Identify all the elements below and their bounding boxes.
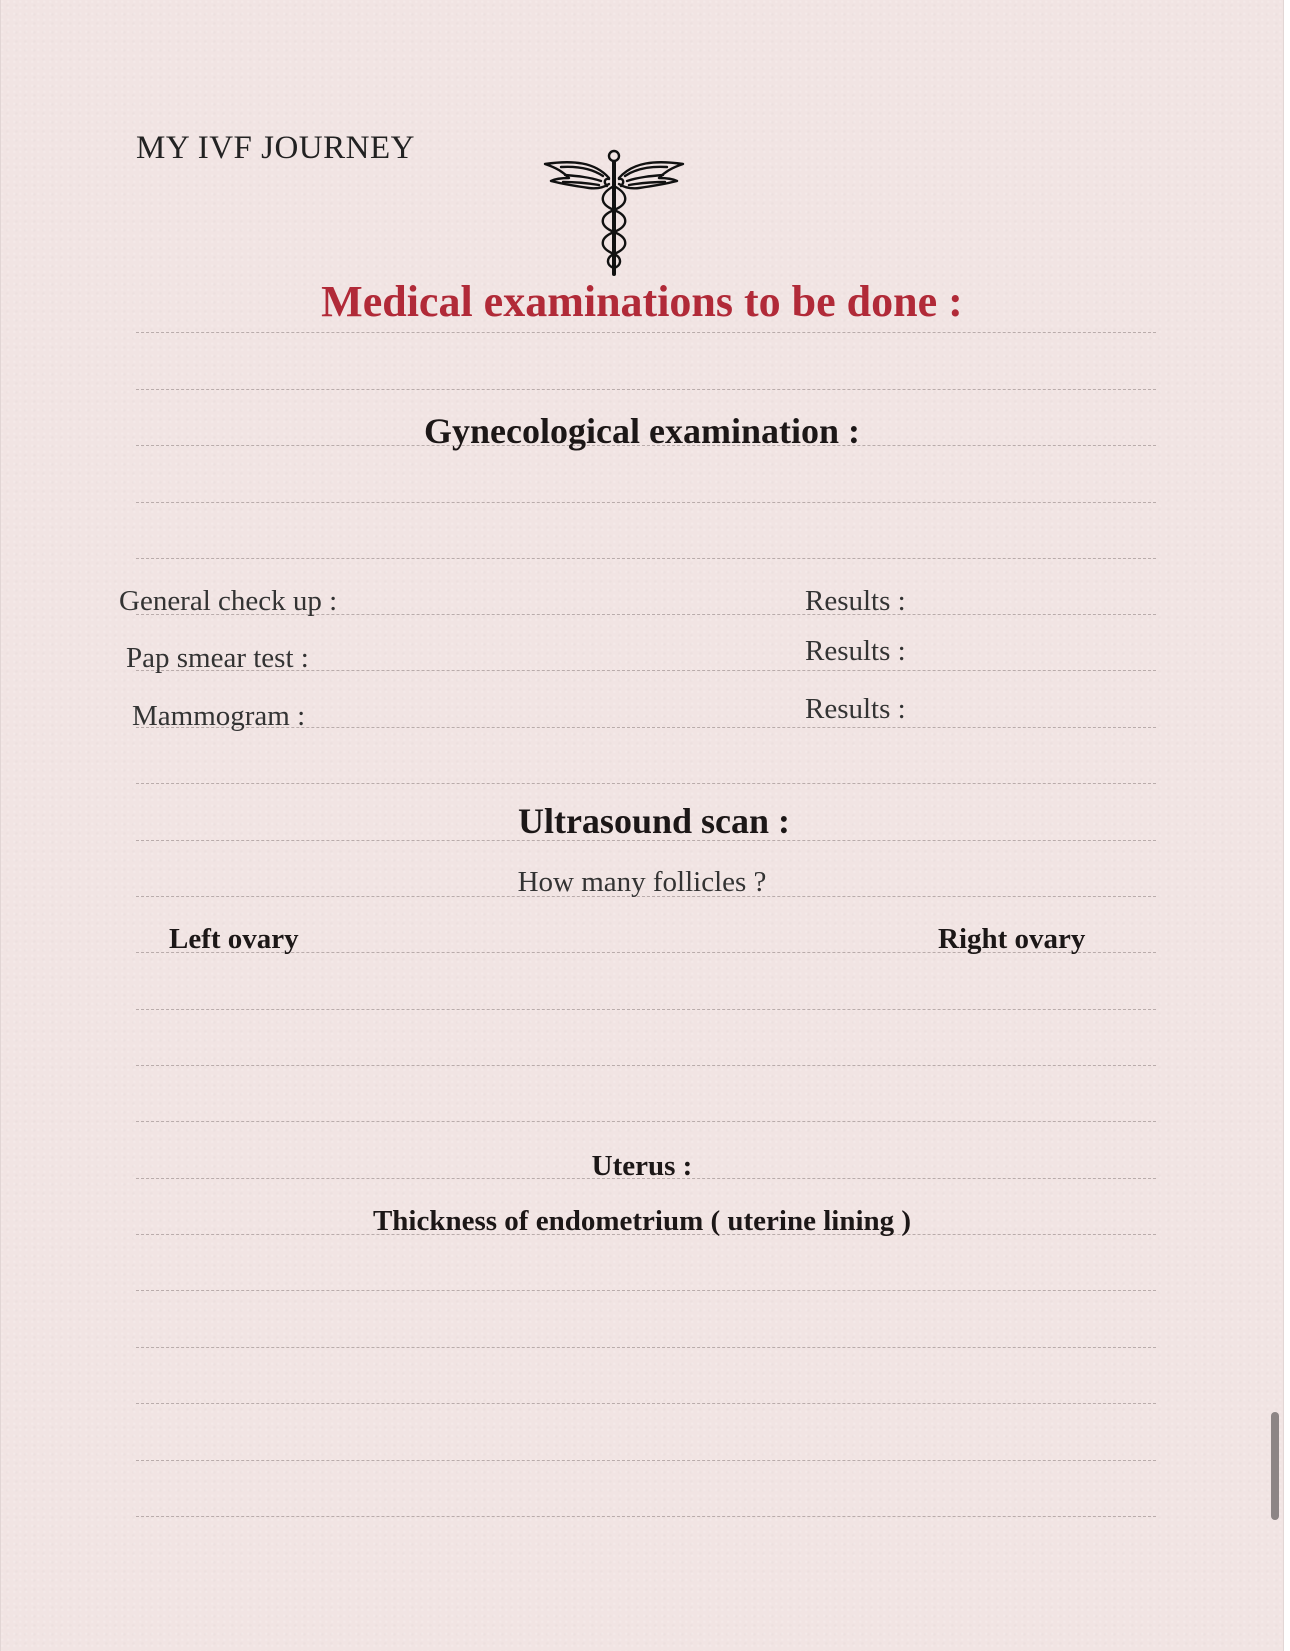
ultrasound-heading: Ultrasound scan : xyxy=(517,801,791,841)
writing-line xyxy=(136,332,1156,333)
gynecological-heading: Gynecological examination : xyxy=(424,411,860,451)
pap-smear-label: Pap smear test : xyxy=(126,642,309,674)
writing-line xyxy=(136,1290,1156,1291)
writing-line xyxy=(136,1009,1156,1010)
follicles-question: How many follicles ? xyxy=(517,866,767,898)
writing-line xyxy=(136,1347,1156,1348)
writing-line xyxy=(136,558,1156,559)
writing-line xyxy=(136,389,1156,390)
left-ovary-label: Left ovary xyxy=(169,923,299,955)
endometrium-thickness-label: Thickness of endometrium ( uterine lining ) xyxy=(372,1205,912,1237)
writing-line xyxy=(136,1121,1156,1122)
page-title: Medical examinations to be done : xyxy=(321,277,963,326)
right-ovary-label: Right ovary xyxy=(938,923,1086,955)
mammogram-label: Mammogram : xyxy=(132,700,306,732)
writing-line xyxy=(136,1460,1156,1461)
general-check-up-label: General check up : xyxy=(119,585,338,617)
writing-line xyxy=(136,783,1156,784)
vertical-scrollbar[interactable] xyxy=(1271,1412,1279,1520)
general-check-up-results-label: Results : xyxy=(805,585,906,617)
writing-line xyxy=(136,502,1156,503)
journey-title: MY IVF JOURNEY xyxy=(136,130,415,166)
mammogram-results-label: Results : xyxy=(805,693,906,725)
writing-line xyxy=(136,1516,1156,1517)
writing-line xyxy=(136,1403,1156,1404)
caduceus-icon xyxy=(543,148,685,276)
writing-line xyxy=(136,1065,1156,1066)
pap-smear-results-label: Results : xyxy=(805,635,906,667)
uterus-heading: Uterus : xyxy=(591,1150,693,1182)
